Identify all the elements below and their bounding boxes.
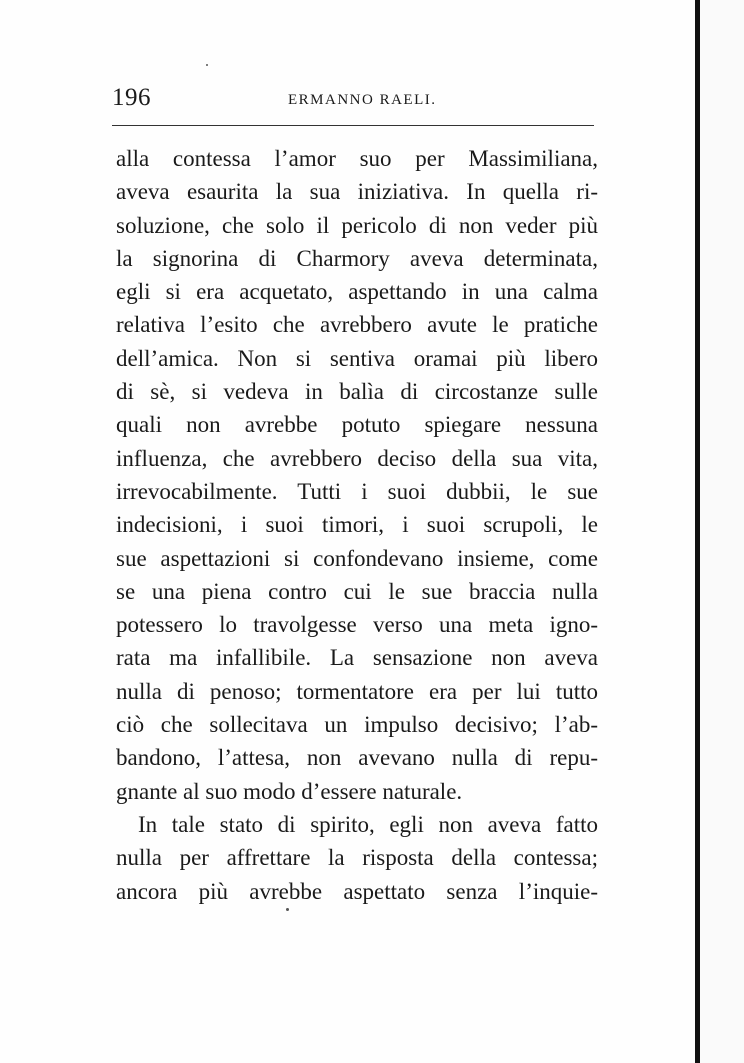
text-line: alla contessa l’amor suo per Massimiliana, xyxy=(116,146,598,171)
text-line: se una piena contro cui le sue braccia nulla xyxy=(116,578,598,604)
text-line: egli si era acquetato, aspettando in una calma xyxy=(116,279,598,305)
text-line: soluzione, che solo il pericolo di non veder più xyxy=(116,212,598,238)
text-line: ciò che sollecitava un impulso decisivo; l’ab- xyxy=(116,712,598,738)
text-line: rata ma infallibile. La sensazione non aveva xyxy=(116,645,598,671)
text-line: la signorina di Charmory aveva determinata, xyxy=(116,245,598,271)
text-line: influenza, che avrebbero deciso della sua vita, xyxy=(116,445,598,471)
page-edge-shadow xyxy=(700,0,744,1063)
header-rule xyxy=(112,125,594,126)
text-line: potessero lo travolgesse verso una meta igno- xyxy=(116,612,598,638)
text-line: di sè, si vedeva in balìa di circostanze sulle xyxy=(116,379,598,405)
ink-speck xyxy=(286,908,289,911)
running-title: ERMANNO RAELI. xyxy=(288,92,437,108)
text-line: quali non avrebbe potuto spiegare nessuna xyxy=(116,412,598,438)
ink-speck xyxy=(206,64,208,66)
text-line-paragraph-start: In tale stato di spirito, egli non aveva fatto xyxy=(138,811,598,837)
text-line: sue aspettazioni si confondevano insieme, come xyxy=(116,545,598,571)
text-line: ancora più avrebbe aspettato senza l’inquie- xyxy=(116,878,598,904)
running-head xyxy=(112,84,594,118)
text-line: indecisioni, i suoi timori, i suoi scrupoli, le xyxy=(116,512,598,538)
text-line: nulla per affrettare la risposta della contessa; xyxy=(116,845,598,871)
body-text xyxy=(116,142,598,908)
text-line: bandono, l’attesa, non avevano nulla di repu- xyxy=(116,745,598,771)
text-line: relativa l’esito che avrebbero avute le pratiche xyxy=(116,312,598,338)
page-number: 196 xyxy=(112,84,151,111)
text-line: nulla di penoso; tormentatore era per lui tutto xyxy=(116,678,598,704)
text-line: gnante al suo modo d’essere naturale. xyxy=(116,778,463,804)
text-line: irrevocabilmente. Tutti i suoi dubbii, le sue xyxy=(116,478,598,504)
page-edge-line xyxy=(695,0,700,1063)
text-line: dell’amica. Non si sentiva oramai più libero xyxy=(116,345,598,371)
text-line: aveva esaurita la sua iniziativa. In quella ri- xyxy=(116,179,598,205)
